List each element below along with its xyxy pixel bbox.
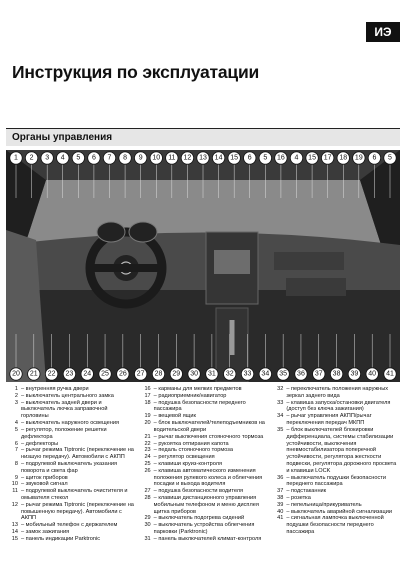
legend-text: – сигнальная лампочка выключенной подушки безопасности переднего пассажира xyxy=(286,515,384,536)
legend-number: 31 xyxy=(144,535,151,542)
legend-text: – подрулевой выключатель очистителя и омывателя стекол xyxy=(21,488,128,501)
legend-number: 36 xyxy=(277,474,284,481)
callout-number: 4 xyxy=(294,154,299,162)
callout-number: 6 xyxy=(372,154,377,162)
lower-panel xyxy=(6,290,400,382)
legend-text: – выключатель задней двери и выключатель лючка заправочной горловины xyxy=(21,399,108,420)
callout-number: 18 xyxy=(339,154,348,162)
legend-text: – выключатель наружного освещения xyxy=(21,420,120,427)
legend-number: 2 xyxy=(14,392,18,399)
legend-number: 6 xyxy=(14,440,18,447)
legend-number: 30 xyxy=(144,522,151,529)
legend-item xyxy=(139,454,268,461)
callout-number: 11 xyxy=(168,154,176,162)
legend-text: – рычаг режима Tiptronic (переключение на низшую передачу). Автомобили с АКПП xyxy=(21,447,134,461)
callout-number: 31 xyxy=(208,370,216,378)
airbag-panel xyxy=(274,252,344,270)
legend-item xyxy=(139,393,268,400)
legend-item xyxy=(139,420,268,434)
callout-number: 38 xyxy=(332,370,341,378)
legend-text: – внутренняя ручка двери xyxy=(21,386,89,392)
legend-item xyxy=(271,475,400,489)
legend-text: – педаль стояночного тормоза xyxy=(153,447,233,454)
legend-item xyxy=(139,400,268,414)
legend-text: – рычаг выключения стояночного тормоза xyxy=(153,433,264,440)
callout-number: 15 xyxy=(230,154,239,162)
legend-text: – подстаканник xyxy=(286,488,327,495)
gauge-right xyxy=(129,222,157,242)
callout-number: 29 xyxy=(172,370,181,378)
legend-text: – замок зажигания xyxy=(21,529,70,536)
callout-number: 13 xyxy=(199,154,207,162)
callout-number: 27 xyxy=(136,370,145,378)
legend-number: 29 xyxy=(144,515,151,522)
legend-item xyxy=(6,461,135,475)
legend-number: 20 xyxy=(144,420,151,427)
legend-number: 7 xyxy=(14,447,18,454)
legend-number: 35 xyxy=(277,426,284,433)
legend-item xyxy=(271,413,400,427)
legend-item xyxy=(139,434,268,441)
legend-text: – клавиша автоматического изменения положения рулевого колеса и облегчения посадки и выхода водителя xyxy=(153,467,263,488)
legend-number: 5 xyxy=(14,426,18,433)
legend-text: – выключатель устройства облегчения парковки (Parktronic) xyxy=(153,522,255,536)
legend-text: – переключатель положения наружных зеркал заднего вида xyxy=(286,386,389,399)
legend-number: 32 xyxy=(277,386,284,392)
legend-number: 18 xyxy=(144,399,151,406)
legend-text: – клавиша запуска/остановки двигателя (доступ без ключа зажигания) xyxy=(286,399,391,413)
legend-number: 23 xyxy=(144,447,151,454)
legend-text: – звуковой сигнал xyxy=(21,481,68,488)
legend-number: 27 xyxy=(144,488,151,495)
callout-number: 10 xyxy=(152,154,161,162)
legend-number: 38 xyxy=(277,495,284,501)
legend-item xyxy=(6,393,135,400)
legend-number: 10 xyxy=(11,481,18,488)
legend-number: 4 xyxy=(14,420,18,427)
legend-item xyxy=(271,427,400,475)
legend-item xyxy=(139,386,268,393)
dashboard-illustration xyxy=(6,150,400,382)
legend-column-1 xyxy=(6,386,135,564)
callout-number: 32 xyxy=(225,370,234,378)
legend-column-3 xyxy=(271,386,400,564)
callout-number: 26 xyxy=(118,370,127,378)
legend-item xyxy=(6,400,135,420)
legend-number: 12 xyxy=(11,501,18,508)
legend-item xyxy=(6,441,135,448)
legend-text: – вещевой ящик xyxy=(153,413,196,420)
legend-number: 13 xyxy=(11,522,18,529)
legend-text: – подушка безопасности переднего пассажира xyxy=(153,399,246,413)
callout-number: 9 xyxy=(138,154,143,162)
callout-number: 37 xyxy=(314,370,323,378)
legend-number: 3 xyxy=(14,399,18,406)
legend-number: 34 xyxy=(277,413,284,420)
legend-item xyxy=(6,386,135,393)
callout-number: 3 xyxy=(45,154,50,162)
legend-text: – выключатель аварийной сигнализации xyxy=(286,508,392,515)
legend-item xyxy=(139,495,268,515)
legend-text: – мобильный телефон с держателем xyxy=(21,522,118,529)
legend-item xyxy=(139,441,268,448)
callout-number: 2 xyxy=(29,154,34,162)
callout-number: 33 xyxy=(243,370,252,378)
legend-item xyxy=(271,515,400,535)
section-header: Органы управления xyxy=(6,128,400,146)
callout-number: 4 xyxy=(60,154,65,162)
callout-number: 17 xyxy=(323,154,332,162)
callout-number: 23 xyxy=(65,370,74,378)
legend-item xyxy=(6,488,135,502)
legend-item xyxy=(271,488,400,495)
legend-item xyxy=(6,502,135,522)
legend-number: 19 xyxy=(144,413,151,420)
legend-item xyxy=(271,495,400,502)
legend-text: – розетка xyxy=(286,495,311,501)
legend-item xyxy=(271,502,400,509)
navigation-screen xyxy=(214,250,250,274)
legend-text: – карманы для мелких предметов xyxy=(153,386,242,392)
legend-item xyxy=(139,536,268,543)
legend-text: – блок выключателей блокировки дифференциала, системы стабилизации устойчивости, выключения пневмостабилизатора поперечной устойчивости, регулятора жесткости подвески, регулятора дорожного просвета и клавиши LOCK xyxy=(286,426,397,474)
legend-number: 1 xyxy=(14,386,18,392)
legend-item xyxy=(6,420,135,427)
steering-spokes xyxy=(94,264,158,272)
legend-number: 24 xyxy=(144,454,151,461)
legend-text: – клавиши дистанционного управления мобильным телефоном и меню дисплея щитка приборов xyxy=(153,495,259,515)
legend-number: 9 xyxy=(14,474,18,481)
legend-text: – выключатель подушки безопасности переднего пассажира xyxy=(286,474,386,488)
legend-text: – радиоприемник/навигатор xyxy=(153,392,227,399)
callout-number: 1 xyxy=(14,154,18,162)
legend-item xyxy=(6,522,135,529)
legend-text: – рычаг режима Tiptronic (переключение на повышенную передачу). Автомобили с АКПП xyxy=(21,501,134,522)
legend-number: 21 xyxy=(144,433,151,440)
callout-number: 5 xyxy=(388,154,392,162)
callout-number: 30 xyxy=(190,370,198,378)
callout-number: 6 xyxy=(247,154,252,162)
legend-number: 37 xyxy=(277,488,284,495)
callout-number: 28 xyxy=(154,370,163,378)
legend-number: 33 xyxy=(277,399,284,406)
legend-number: 8 xyxy=(14,460,18,467)
callout-number: 5 xyxy=(76,154,81,162)
callout-number: 16 xyxy=(277,154,285,162)
callout-number: 41 xyxy=(386,370,394,378)
legend-number: 16 xyxy=(144,386,151,392)
callout-number: 6 xyxy=(91,154,96,162)
legend-item xyxy=(139,522,268,536)
legend-item xyxy=(6,536,135,543)
callout-number: 24 xyxy=(83,370,92,378)
callout-number: 20 xyxy=(12,370,20,378)
legend-text: – блок выключателей/телеподъемников на водительской двери xyxy=(153,420,265,433)
legend-number: 39 xyxy=(277,501,284,508)
legend-text: – выключатель центрального замка xyxy=(21,392,114,399)
callout-number: 25 xyxy=(101,370,109,378)
legend-item xyxy=(6,529,135,536)
legend-number: 28 xyxy=(144,495,151,501)
legend-number: 40 xyxy=(277,508,284,515)
legend-text: – дефлекторы xyxy=(21,440,59,447)
legend-column-2 xyxy=(139,386,268,564)
legend-text: – пепельница/прикуриватель xyxy=(286,501,362,508)
gauge-left xyxy=(97,222,125,242)
legend-item xyxy=(271,400,400,414)
callout-number: 35 xyxy=(279,370,288,378)
callout-number: 14 xyxy=(214,154,223,162)
legend-number: 17 xyxy=(144,392,151,399)
page-title: Инструкция по эксплуатации xyxy=(12,62,260,82)
callout-number: 21 xyxy=(29,370,38,378)
legend-item xyxy=(139,447,268,454)
legend-number: 41 xyxy=(277,515,284,522)
callout-number: 8 xyxy=(123,154,128,162)
callout-number: 39 xyxy=(350,370,359,378)
legend-number: 15 xyxy=(11,535,18,542)
callout-number: 7 xyxy=(107,154,112,162)
legend-text: – подушка безопасности водителя xyxy=(153,488,244,495)
legend-text: – регулятор освещения xyxy=(153,454,215,461)
legend-text: – регулятор, положение решетки дефлектора xyxy=(21,426,107,440)
callout-number: 22 xyxy=(47,370,56,378)
legend-text: – панель выключателей климат-контроля xyxy=(153,535,262,542)
legend-text: – клавиши круиз-контроля xyxy=(153,460,222,467)
legend-text: – щиток приборов xyxy=(21,474,68,481)
legend-text: – выключатель подогрева сидений xyxy=(153,515,245,522)
callout-number: 12 xyxy=(183,154,192,162)
callout-number: 40 xyxy=(368,370,377,378)
callout-number: 5 xyxy=(263,154,268,162)
legend-item xyxy=(139,461,268,468)
dashboard-photo xyxy=(6,150,400,382)
legend-number: 11 xyxy=(12,488,18,495)
callout-number: 19 xyxy=(354,154,363,162)
legend-number: 26 xyxy=(144,467,151,474)
legend xyxy=(6,386,400,564)
legend-text: – рычаг управления АКПП/рычаг переключения передач МКПП xyxy=(286,413,372,427)
legend-number: 25 xyxy=(144,460,151,467)
legend-item xyxy=(271,386,400,400)
legend-text: – панель индикации Parktronic xyxy=(21,535,101,542)
legend-item xyxy=(6,447,135,461)
callout-number: 15 xyxy=(308,154,316,162)
callout-number: 34 xyxy=(261,370,270,378)
callout-number: 36 xyxy=(297,370,305,378)
legend-item xyxy=(139,488,268,495)
legend-text: – рукоятка отпирания капота xyxy=(153,440,229,447)
section-badge: ИЭ xyxy=(366,22,400,42)
legend-item xyxy=(6,427,135,441)
legend-item xyxy=(139,468,268,488)
legend-number: 14 xyxy=(11,529,18,536)
legend-number: 22 xyxy=(144,440,151,447)
legend-text: – подрулевой выключатель указания поворота и света фар xyxy=(21,460,117,474)
glovebox xyxy=(286,278,346,296)
